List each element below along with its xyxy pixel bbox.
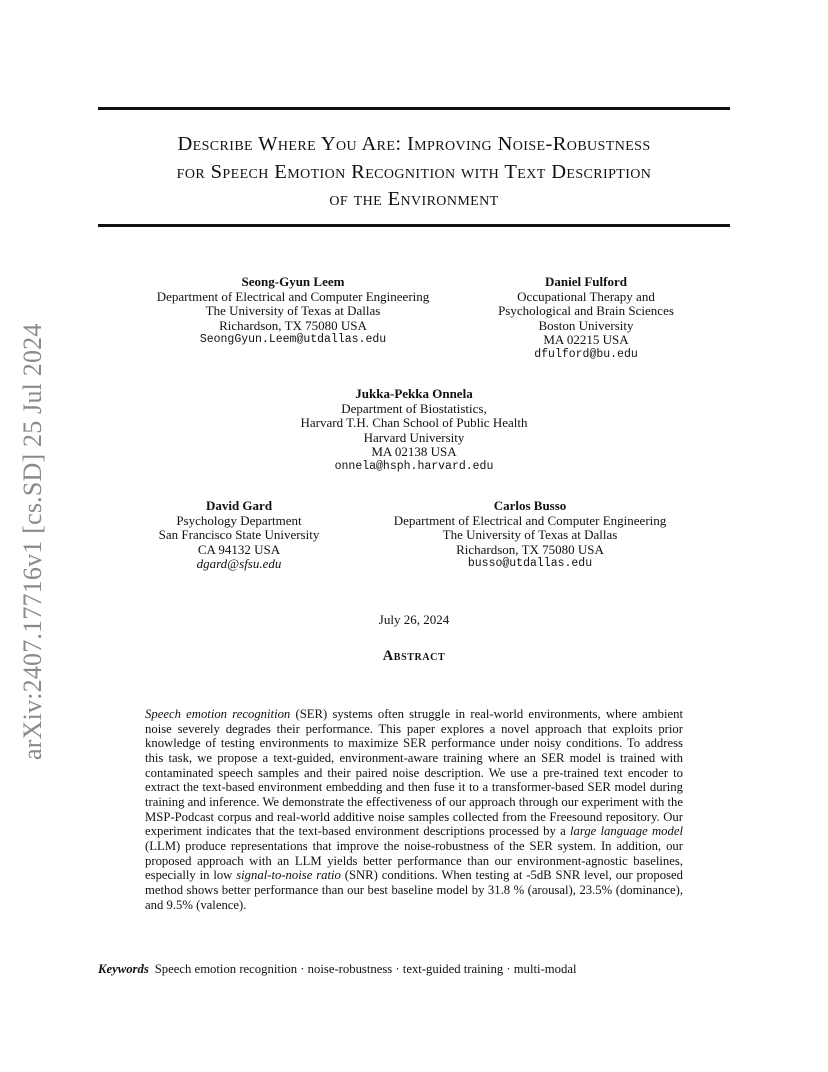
author-affiliation: Occupational Therapy and — [517, 288, 655, 304]
author-block — [470, 275, 702, 363]
author-name: Seong-Gyun Leem — [241, 274, 345, 289]
author-affiliation: Department of Electrical and Computer Engineering — [156, 288, 430, 304]
author-email[interactable]: SeongGyun.Leem@utdallas.edu — [199, 333, 387, 347]
title-line: of the Environment — [329, 188, 499, 210]
author-affiliation: CA 94132 USA — [197, 541, 281, 557]
author-block — [148, 275, 438, 348]
author-block — [262, 387, 566, 475]
author-affiliation: MA 02138 USA — [371, 444, 457, 460]
author-name: Carlos Busso — [493, 498, 567, 513]
author-affiliation: Psychological and Brain Sciences — [498, 303, 674, 319]
author-affiliation: Boston University — [538, 317, 634, 333]
author-affiliation: Psychology Department — [176, 512, 302, 528]
author-affiliation: MA 02215 USA — [543, 332, 629, 348]
author-affiliation: The University of Texas at Dallas — [205, 303, 381, 319]
paper-date: July 26, 2024 — [378, 612, 450, 627]
top-rule — [98, 107, 730, 110]
author-affiliation: Department of Electrical and Computer Engineering — [393, 512, 667, 528]
abstract-text: (SNR) conditions. When testing at -5dB SNR level, our proposed method shows better performance than our best baseline model by 31.8 % (arousal), 23.5% (dominance), and 9.5% (valence). — [145, 868, 683, 912]
author-name: Daniel Fulford — [545, 274, 627, 289]
author-affiliation: Richardson, TX 75080 USA — [456, 541, 604, 557]
abstract-body — [145, 707, 683, 912]
author-email[interactable]: onnela@hsph.harvard.edu — [334, 459, 494, 473]
bottom-rule — [98, 224, 730, 227]
abstract-term: signal-to-noise ratio — [236, 868, 341, 883]
author-block — [368, 499, 692, 572]
author-email[interactable]: dgard@sfsu.edu — [196, 556, 282, 572]
author-affiliation: San Francisco State University — [158, 527, 320, 543]
abstract-text: (SER) systems often struggle in real-world environments, where ambient noise severely degrades their performance. This paper explores a novel approach that exploits prior knowledge of testing environments to maximize SER performance under noisy conditions. To address this task, we propose a text-guided, environment-aware training where an SER model is trained with contaminated speech samples and their paired noise description. We use a pre-trained text encoder to extract the text-based environment embedding and then fuse it to a transformer-based SER model during training and inference. We demonstrate the effectiveness of our approach through our experiment with the MSP-Podcast corpus and real-world additive noise samples collected from the Freesound repository. Our experiment indicates that the text-based environment descriptions processed by a — [145, 707, 683, 839]
author-email[interactable]: dfulford@bu.edu — [534, 347, 638, 361]
keywords-label: Keywords — [98, 962, 149, 976]
keywords-list: Speech emotion recognition · noise-robustness · text-guided training · multi-modal — [154, 962, 577, 976]
author-affiliation: Department of Biostatistics, — [341, 400, 487, 416]
author-name: Jukka-Pekka Onnela — [355, 386, 473, 401]
title-line: for Speech Emotion Recognition with Text Description — [176, 160, 652, 183]
author-block — [148, 499, 330, 572]
arxiv-identifier: arXiv:2407.17716v1 [cs.SD] 25 Jul 2024 — [18, 323, 47, 760]
keywords-line — [98, 962, 577, 977]
paper-title — [98, 131, 730, 214]
abstract-text: (LLM) produce representations that improve the noise-robustness of the SER system. In addition, our proposed approach with an LLM yields better performance than our environment-agnostic baselines, especially in low — [145, 838, 683, 883]
author-email[interactable]: busso@utdallas.edu — [467, 557, 593, 571]
abstract-term: Speech emotion recognition — [145, 707, 291, 721]
title-line: Describe Where You Are: Improving Noise-Robustness — [177, 133, 651, 155]
author-affiliation: Harvard T.H. Chan School of Public Health — [300, 415, 528, 431]
abstract-heading: Abstract — [382, 648, 446, 664]
author-affiliation: Harvard University — [363, 429, 465, 445]
author-affiliation: The University of Texas at Dallas — [442, 527, 618, 543]
author-affiliation: Richardson, TX 75080 USA — [219, 317, 367, 333]
author-name: David Gard — [205, 498, 273, 513]
abstract-term: large language model — [569, 824, 683, 839]
